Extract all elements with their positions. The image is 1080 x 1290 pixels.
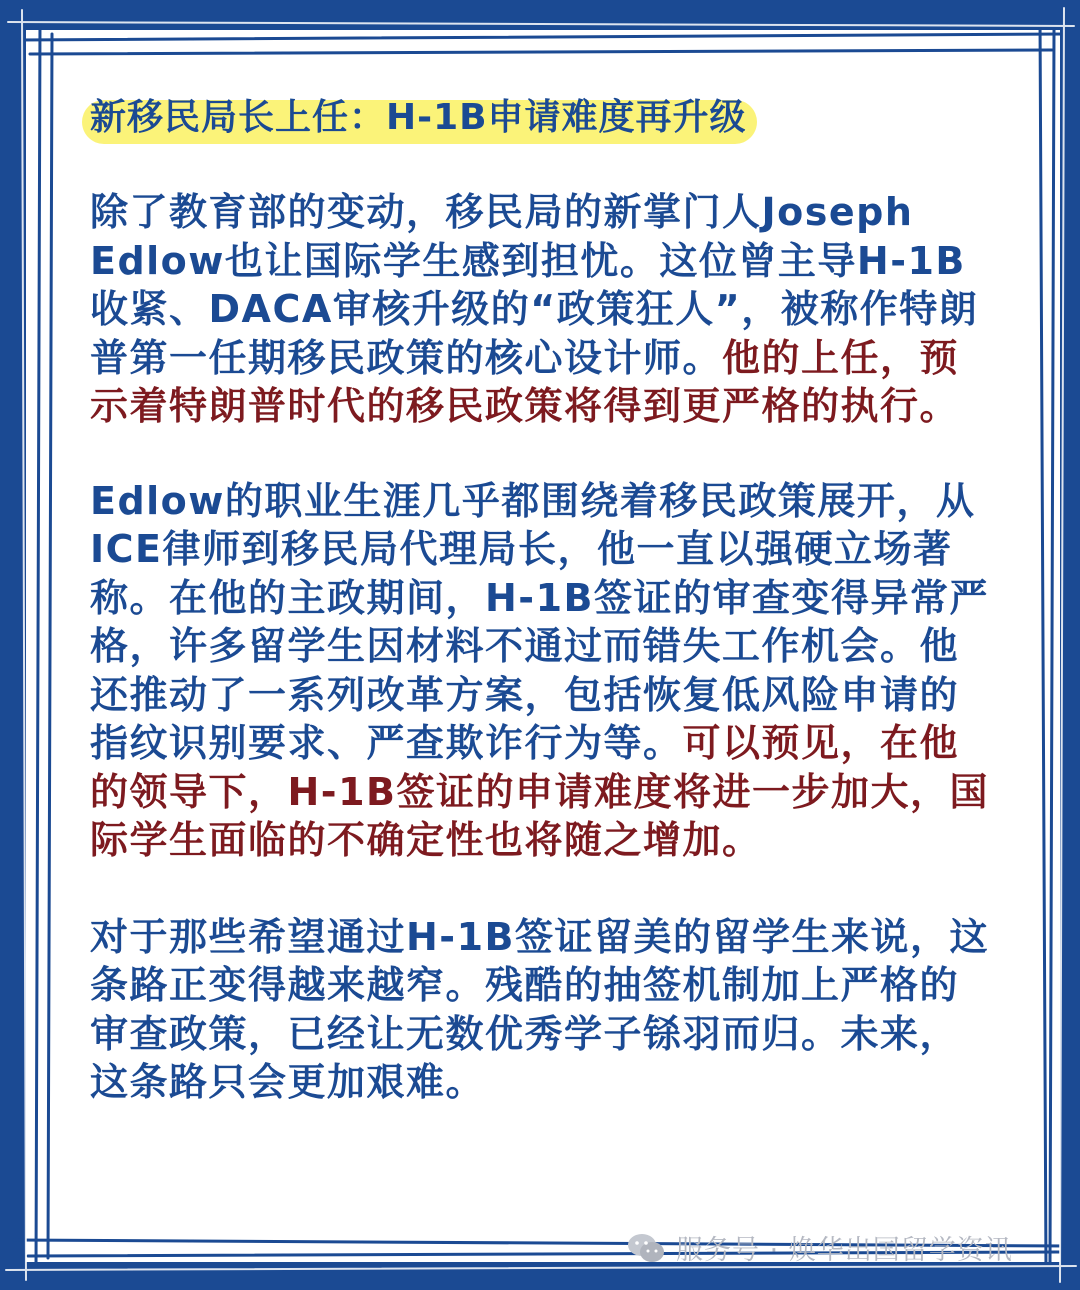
paragraph-1 bbox=[90, 188, 990, 431]
paragraph-2-emphasis: 可以预见，在他的领导下，H-1B签证的申请难度将进一步加大，国际学生面临的不确定性也将随之增加。 bbox=[90, 721, 989, 862]
paragraph-1-text: 除了教育部的变动，移民局的新掌门人Joseph Edlow也让国际学生感到担忧。这位曾主导H-1B收紧、DACA审核升级的“政策狂人”，被称作特朗普第一任期移民政策的核心设计师。 bbox=[90, 190, 979, 380]
paragraph-1-emphasis: 他的上任，预示着特朗普时代的移民政策将得到更严格的执行。 bbox=[90, 335, 960, 428]
wechat-icon bbox=[626, 1231, 666, 1265]
watermark-text: 服务号 · 焕华出国留学资讯 bbox=[676, 1235, 1013, 1266]
heading-highlight bbox=[90, 92, 747, 144]
paragraph-2 bbox=[90, 477, 990, 865]
watermark bbox=[626, 1228, 1013, 1267]
paragraph-3-text: 对于那些希望通过H-1B签证留美的留学生来说，这条路正变得越来越窄。残酷的抽签机制加上严格的审查政策，已经让无数优秀学子铩羽而归。未来，这条路只会更加艰难。 bbox=[90, 914, 989, 1104]
article-heading: 新移民局长上任：H-1B申请难度再升级 bbox=[90, 97, 747, 138]
article bbox=[90, 92, 990, 1107]
paragraph-3 bbox=[90, 913, 990, 1107]
paragraph-2-text: Edlow的职业生涯几乎都围绕着移民政策展开，从ICE律师到移民局代理局长，他一直以强硬立场著称。在他的主政期间，H-1B签证的审查变得异常严格，许多留学生因材料不通过而错失工作机会。他还推动了一系列改革方案，包括恢复低风险申请的指纹识别要求、严查欺诈行为等。 bbox=[90, 478, 989, 765]
